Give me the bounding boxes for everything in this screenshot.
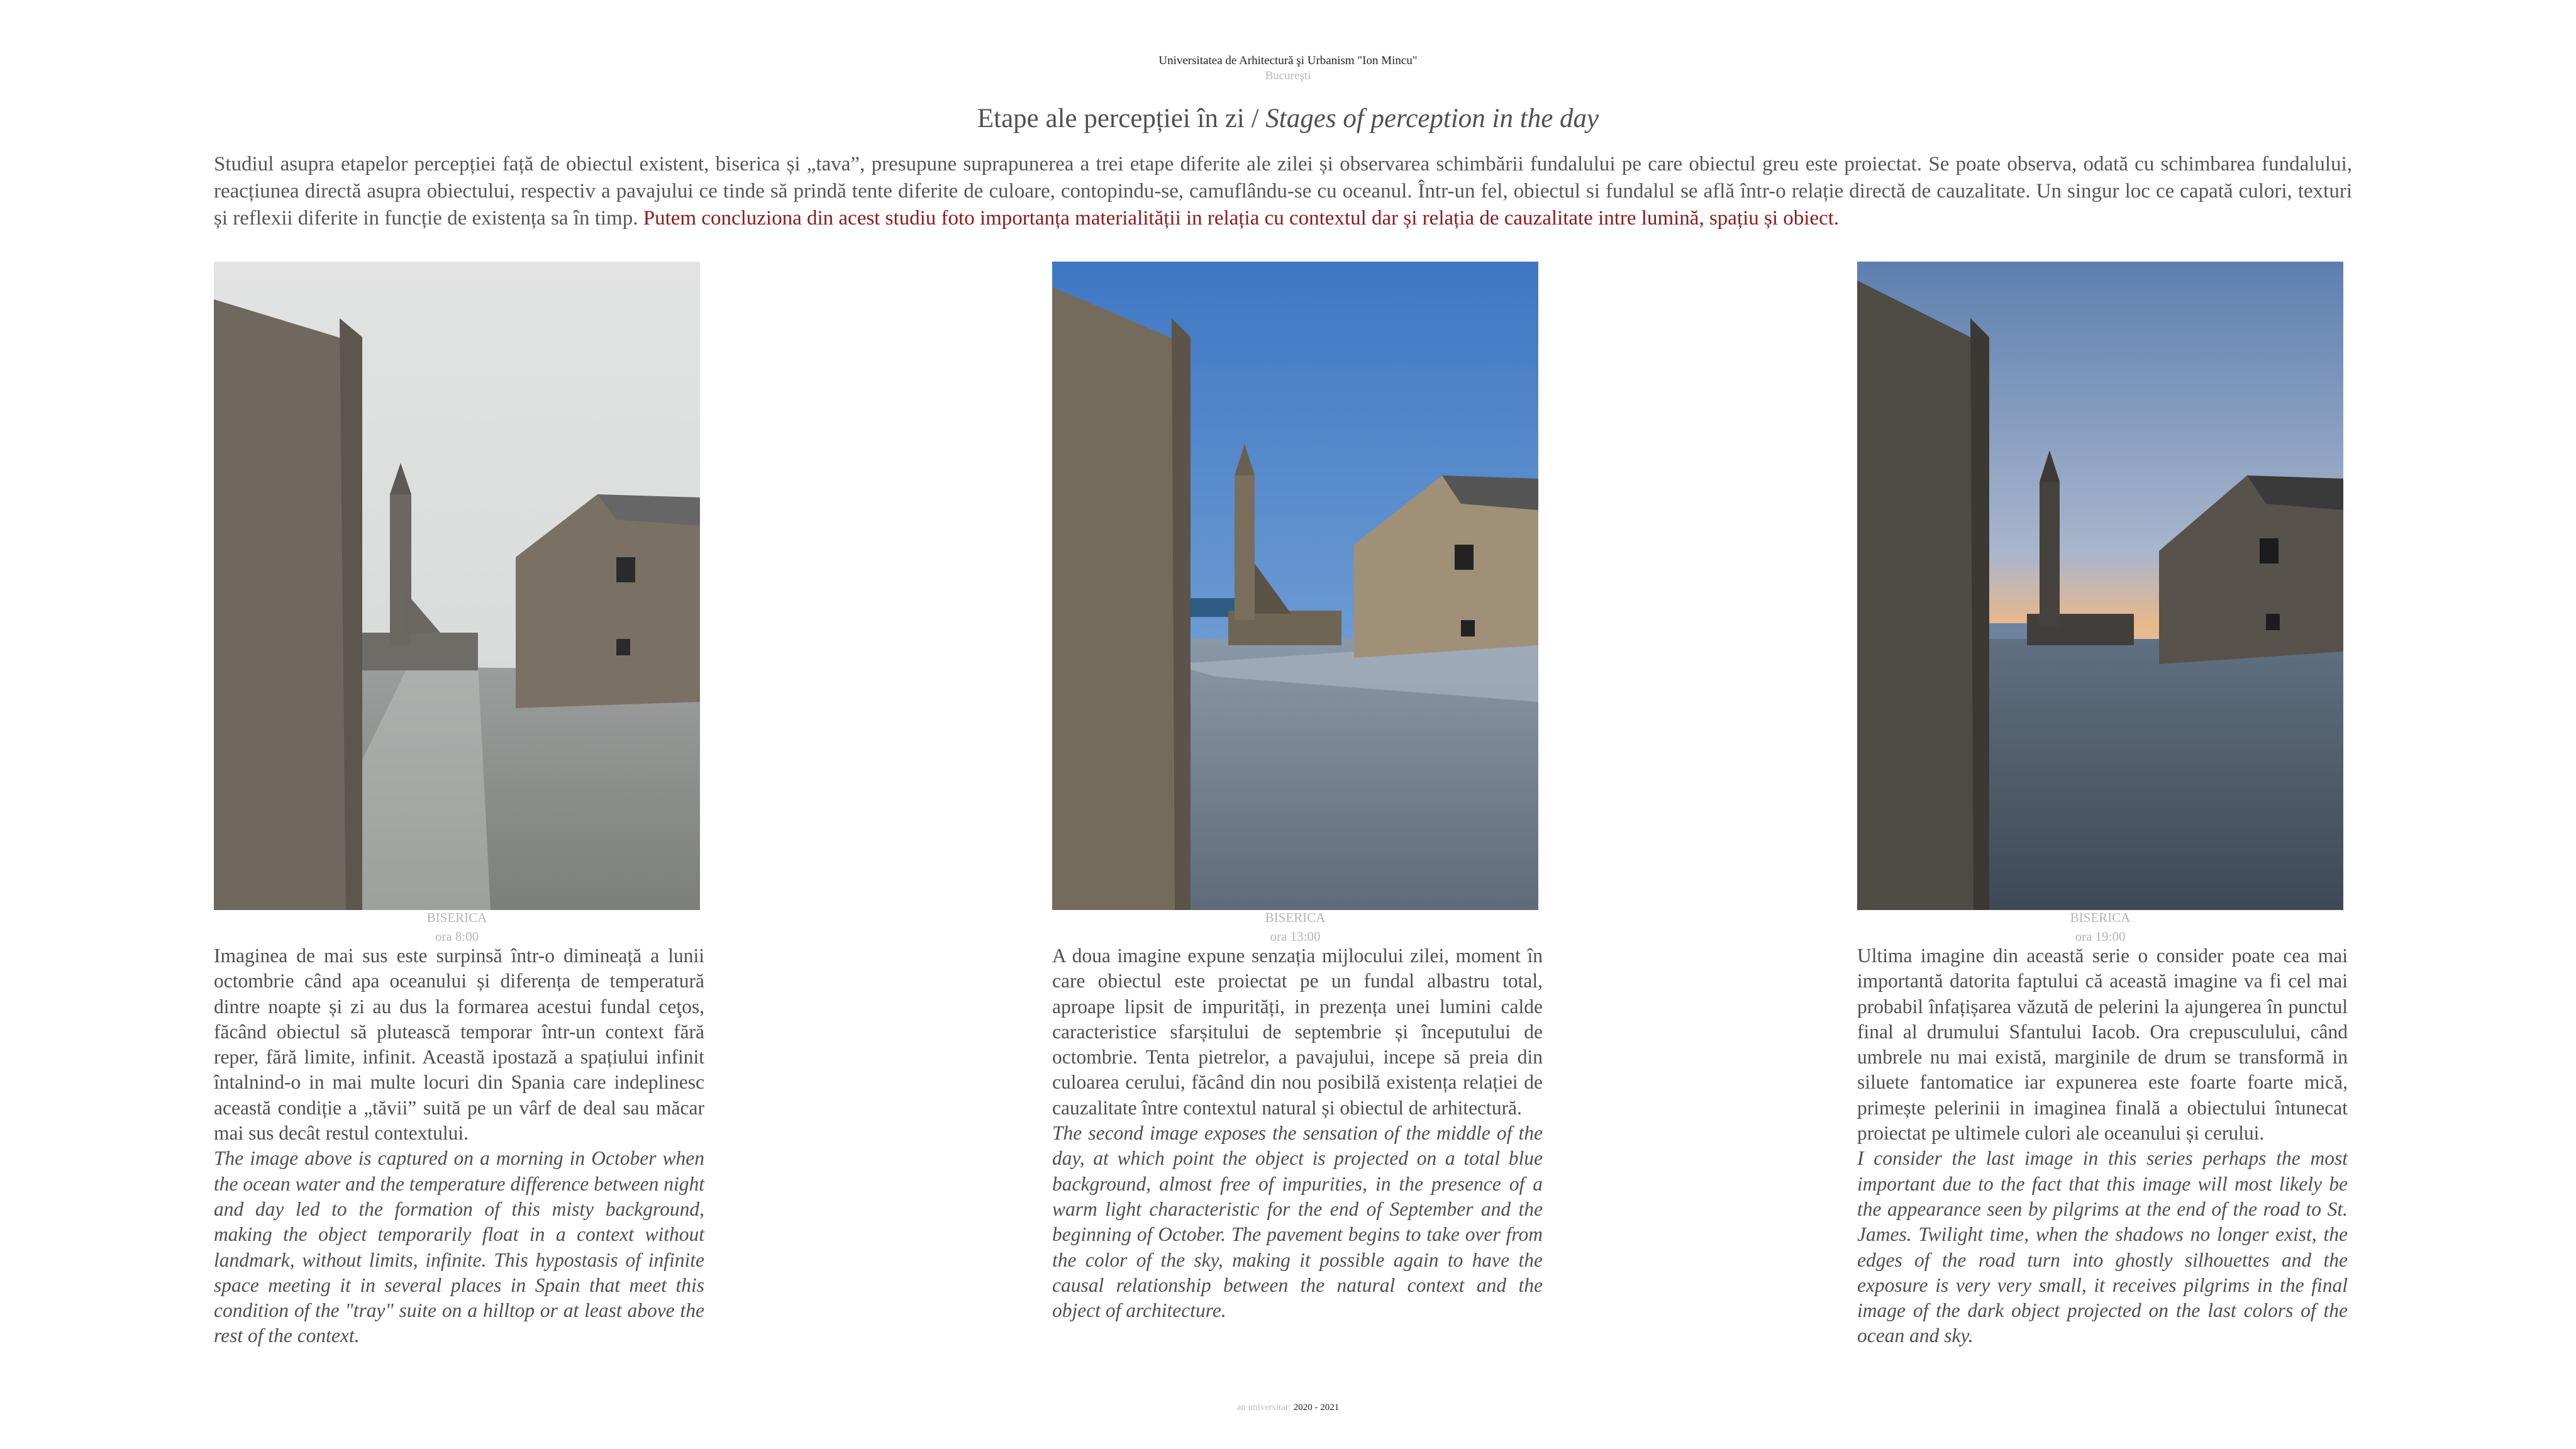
academic-year-label: an universitar: [1236,1402,1294,1413]
description-morning [214,943,704,1349]
caption-label: BISERICA [2070,910,2131,925]
page-title [0,103,2576,134]
description-ro: A doua imagine expune senzația mijlocului zilei, moment în care obiectul este proiectat pe un fundal albastru total, aproape lipsit de impurități, in prezența unei lumini calde caracteristice sfarșitului de septembrie și începutului de octombrie. Tenta pietrelor, a pavajului, incepe să preia din culoarea cerului, făcând din nou posibilă existența relației de cauzalitate între contextul natural și obiectul de arhitectură. [1052,945,1543,1119]
photo-dusk [1857,262,2343,910]
title-ro: Etape ale percepției în zi / [977,104,1266,133]
intro-text: Studiul asupra etapelor percepției față de obiectul existent, biserica și „tava”, presupune suprapunerea a trei etape diferite ale zilei și observarea schimbării fundalului pe care obiectul greu este proiectat. Se poate observa, odată cu schimbarea fundalului, reacțiunea directă asupra obiectului, respectiv a pavajului ce tinde să prindă tente diferite de culoare, contopindu-se, camuflându-se cu oceanul. Într-un fel, obiectul si fundalul se află într-o relație directă de cauzalitate. Un singur loc ce capată culori, texturi și reflexii diferite in funcție de existența sa în timp. [214,153,2352,230]
intro-paragraph [214,151,2352,232]
caption-time: ora 13:00 [1270,929,1321,944]
photo-midday [1052,262,1538,910]
academic-year [0,1402,2576,1413]
description-midday [1052,943,1543,1323]
description-en: I consider the last image in this series perhaps the most important due to the fact that this image will most likely be the appearance seen by pilgrims at the end of the road to St. James. Twilight time, when the shadows no longer exist, the edges of the road turn into ghostly silhouettes and the exposure is very very small, it receives pilgrims in the final image of the dark object projected on the last colors of the ocean and sky. [1857,1147,2348,1347]
caption-dusk [1857,908,2343,946]
photo-morning [214,262,700,910]
description-ro: Imaginea de mai sus este surpinsă într-o dimineață a lunii octombrie când apa oceanului și diferența de temperatură dintre noapte și zi au dus la formarea acestui fundal ceţos, făcând obiectul să plutească temporar într-un context fără reper, fără limite, infinit. Această ipostază a spațiului infinit întalnind-o in mai multe locuri din Spania care indeplinesc această condiție a „tăvii” suită pe un vârf de deal sau măcar mai sus decât restul contextului. [214,945,704,1145]
caption-label: BISERICA [1265,910,1326,925]
intro-conclusion: Putem concluziona din acest studiu foto importanța materialității in relația cu contextul dar și relația de cauzalitate intre lumină, spațiu și obiect. [643,207,1840,230]
description-en: The second image exposes the sensation of the middle of the day, at which point the object is projected on a total blue background, almost free of impurities, in the presence of a warm light characteristic for the end of September and the beginning of October. The pavement begins to take over from the color of the sky, making it possible again to have the causal relationship between the natural context and the object of architecture. [1052,1122,1543,1322]
academic-year-value: 2020 - 2021 [1293,1402,1340,1413]
description-ro: Ultima imagine din această serie o consider poate cea mai importantă datorita faptului că această imagine va fi cel mai probabil înfațișarea văzută de pelerini la ajungerea în punctul final al drumului Sfantului Iacob. Ora crepusculului, când umbrele nu mai există, marginile de drum se transformă in siluete fantomatice iar expunerea este foarte foarte mică, primește pelerinii in imaginea finală a obiectului întunecat proiectat pe ultimele culori ale oceanului și cerului. [1857,945,2348,1145]
city-name: Bucureşti [1265,69,1311,82]
caption-morning [214,908,700,946]
university-name: Universitatea de Arhitectură şi Urbanism "Ion Mincu" [1158,54,1418,67]
caption-time: ora 19:00 [2075,929,2126,944]
description-en: The image above is captured on a morning in October when the ocean water and the temperature difference between night and day led to the formation of this misty background, making the object temporarily float in a context without landmark, without limits, infinite. This hypostasis of infinite space meeting it in several places in Spain that meet this condition of the "tray" suite on a hilltop or at least above the rest of the context. [214,1147,704,1347]
caption-label: BISERICA [426,910,487,925]
caption-time: ora 8:00 [435,929,479,944]
title-en: Stages of perception in the day [1265,104,1599,133]
caption-midday [1052,908,1538,946]
description-dusk [1857,943,2348,1349]
